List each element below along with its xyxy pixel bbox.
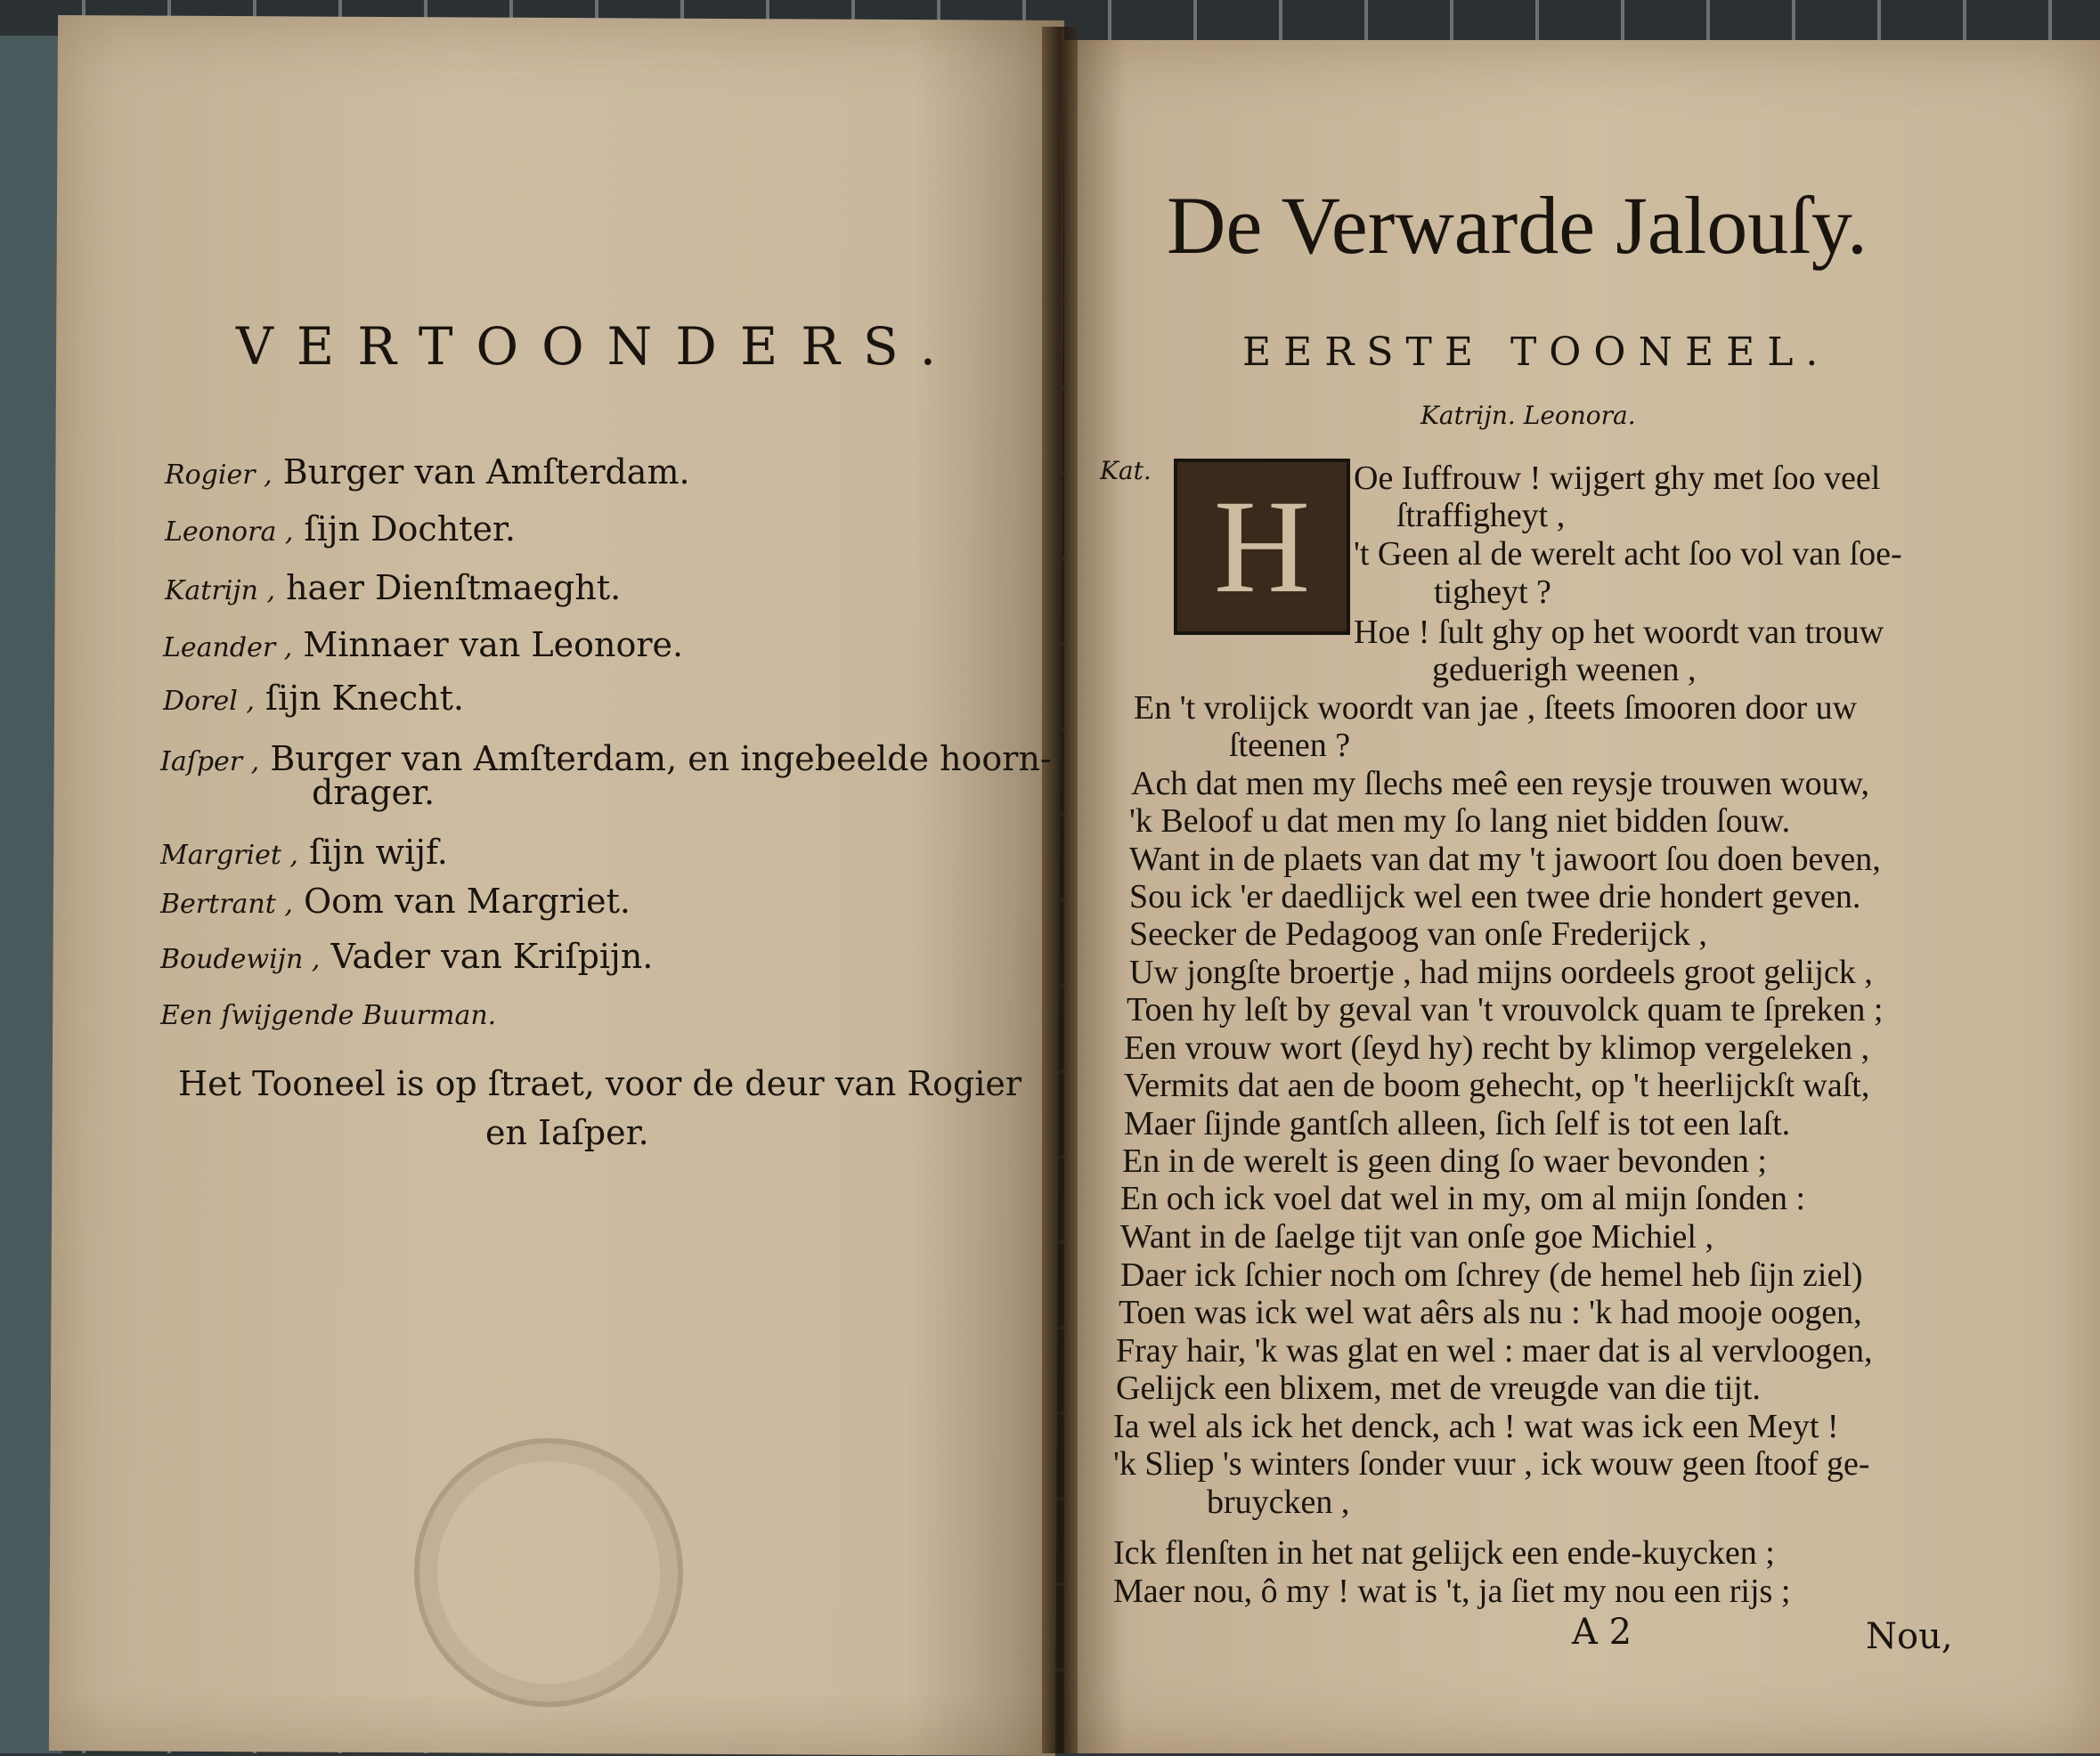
verse-line: En in de werelt is geen ding ſo waer bevonden ; — [1122, 1142, 1767, 1180]
verse-line: Een vrouw wort (ſeyd hy) recht by klimop vergeleken , — [1124, 1029, 1870, 1067]
verse-line: Ach dat men my ſlechs meê een reysje trouwen wouw, — [1131, 765, 1870, 802]
verse-line: Daer ick ſchier noch om ſchrey (de hemel heb ſijn ziel) — [1120, 1256, 1863, 1294]
verse-line: geduerigh weenen , — [1432, 651, 1697, 688]
verse-line: ſteenen ? — [1229, 727, 1351, 764]
library-stamp — [414, 1438, 683, 1707]
verse-line: 'k Sliep 's winters ſonder vuur , ick wouw geen ſtoof ge- — [1113, 1445, 1870, 1483]
setting-line: Het Tooneel is op ſtraet, voor de deur van Rogier — [178, 1064, 1022, 1103]
cast-item: Dorel , ſijn Knecht. — [163, 679, 464, 718]
cast-item: Bertrant , Oom van Margriet. — [160, 882, 631, 921]
verse-line: Hoe ! ſult ghy op het woordt van trouw — [1354, 614, 1884, 651]
verse-line: Fray hair, 'k was glat en wel : maer dat is al vervloogen, — [1116, 1332, 1873, 1370]
cast-item: Katrijn , haer Dienſtmaeght. — [165, 568, 622, 607]
verse-line: Toen hy leſt by geval van 't vrouvolck quam te ſpreken ; — [1127, 991, 1884, 1028]
verse-line: Want in de plaets van dat my 't jawoort ſou doen beven, — [1129, 841, 1881, 878]
verse-line: Toen was ick wel wat aêrs als nu : 'k had mooje oogen, — [1119, 1294, 1862, 1331]
play-title: De Verwarde Jalouſy. — [1167, 180, 1868, 271]
verse-line: Ia wel als ick het denck, ach ! wat was ick een Meyt ! — [1113, 1408, 1839, 1445]
speaker-label: Kat. — [1100, 456, 1152, 485]
verse-line: Oe Iuffrouw ! wijgert ghy met ſoo veel — [1354, 459, 1881, 497]
verse-line: Vermits dat aen de boom gehecht, op 't heerlijckſt waſt, — [1124, 1067, 1870, 1104]
verse-line: Want in de ſaelge tijt van onſe goe Michiel , — [1120, 1218, 1713, 1256]
verse-line: Maer ſijnde gantſch alleen, ſich ſelf is tot een laſt. — [1124, 1105, 1791, 1142]
scene-persons: Katrijn. Leonora. — [1420, 401, 1636, 430]
verse-line: En 't vrolijck woordt van jae , ſteets ſmooren door uw — [1134, 689, 1858, 727]
verse-line: bruycken , — [1207, 1484, 1350, 1521]
cast-item: Leander , Minnaer van Leonore. — [163, 625, 684, 664]
setting-line: en Iaſper. — [485, 1113, 649, 1152]
verse-line: ſtraffigheyt , — [1396, 497, 1566, 534]
ornamental-initial: H — [1174, 459, 1350, 635]
verse-line: En och ick voel dat wel in my, om al mijn ſonden : — [1120, 1180, 1805, 1217]
cast-item: Een ſwijgende Buurman. — [160, 1000, 497, 1031]
verse-line: Uw jongſte broertje , had mijns oordeels groot gelijck , — [1129, 954, 1873, 991]
verse-line: Gelijck een blixem, met de vreugde van die tijt. — [1116, 1370, 1761, 1407]
verse-line: Maer nou, ô my ! wat is 't, ja ſiet my nou een rijs ; — [1113, 1573, 1791, 1610]
cast-item: Margriet , ſijn wijf. — [160, 833, 448, 872]
verse-line: Ick flenſten in het nat gelijck een ende-kuycken ; — [1113, 1534, 1775, 1572]
verse-line: Seecker de Pedagoog van onſe Frederijck , — [1129, 915, 1707, 953]
verse-line: 'k Beloof u dat men my ſo lang niet bidden ſouw. — [1129, 802, 1791, 840]
cast-item: Iaſper , Burger van Amſterdam, en ingebeelde hoorn- — [160, 739, 1052, 778]
signature-mark: A 2 — [1572, 1612, 1632, 1653]
cast-item: Boudewijn , Vader van Kriſpijn. — [160, 937, 654, 976]
cast-item-continuation: drager. — [312, 773, 435, 812]
verse-line: 't Geen al de werelt acht ſoo vol van ſoe- — [1354, 535, 1902, 573]
book-gutter — [1042, 27, 1078, 1753]
cast-heading: VERTOONDERS. — [236, 316, 960, 377]
cast-item: Rogier , Burger van Amſterdam. — [165, 452, 690, 492]
verse-line: Sou ick 'er daedlijck wel een twee drie hondert geven. — [1129, 878, 1861, 915]
verse-line: tigheyt ? — [1434, 573, 1551, 611]
catchword: Nou, — [1866, 1616, 1953, 1657]
scene-heading: EERSTE TOONEEL. — [1242, 329, 1831, 375]
cast-item: Leonora , ſijn Dochter. — [165, 509, 516, 549]
